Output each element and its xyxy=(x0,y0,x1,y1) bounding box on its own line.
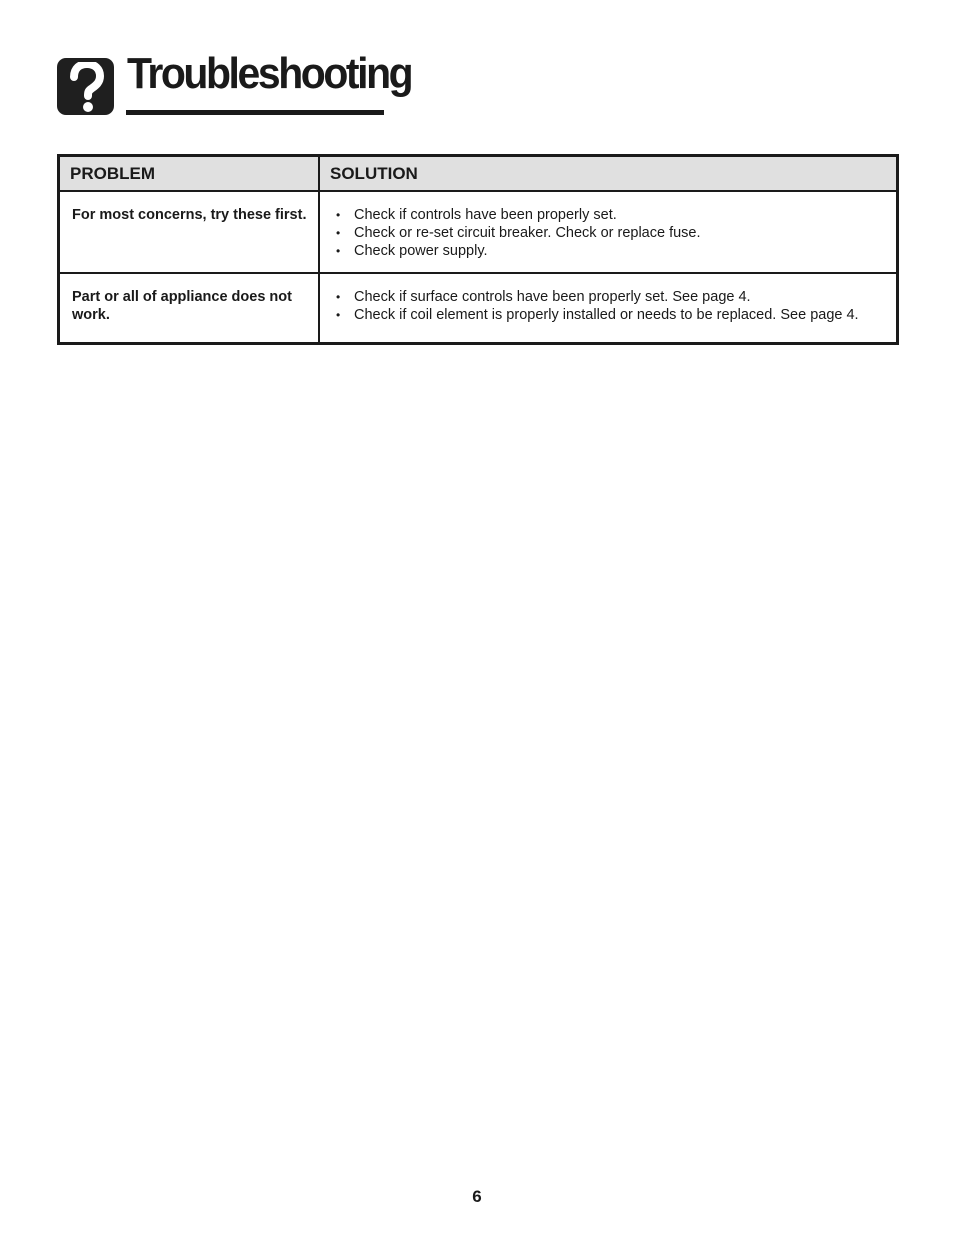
solution-list xyxy=(334,288,886,324)
column-header-problem: PROBLEM xyxy=(59,156,320,192)
table-row xyxy=(59,273,898,344)
page-title: Troubleshooting xyxy=(127,49,412,98)
page-header xyxy=(57,49,412,118)
solution-item: • Check if controls have been properly set. xyxy=(334,206,886,224)
solution-cell xyxy=(319,191,898,273)
solution-cell xyxy=(319,273,898,344)
solution-item: • Check if surface controls have been properly set. See page 4. xyxy=(334,288,886,306)
troubleshooting-table xyxy=(57,154,899,345)
page-number: 6 xyxy=(472,1187,482,1206)
title-underline xyxy=(126,110,384,115)
solution-item: • Check or re-set circuit breaker. Check or replace fuse. xyxy=(334,224,886,242)
question-mark-icon xyxy=(57,58,114,115)
column-header-solution: SOLUTION xyxy=(319,156,898,192)
table-row xyxy=(59,191,898,273)
solution-list xyxy=(334,206,886,260)
table-header-row xyxy=(59,156,898,192)
solution-item: • Check if coil element is properly installed or needs to be replaced. See page 4. xyxy=(334,306,886,324)
solution-item: • Check power supply. xyxy=(334,242,886,260)
problem-cell: For most concerns, try these first. xyxy=(59,191,320,273)
problem-cell: Part or all of appliance does not work. xyxy=(59,273,320,344)
